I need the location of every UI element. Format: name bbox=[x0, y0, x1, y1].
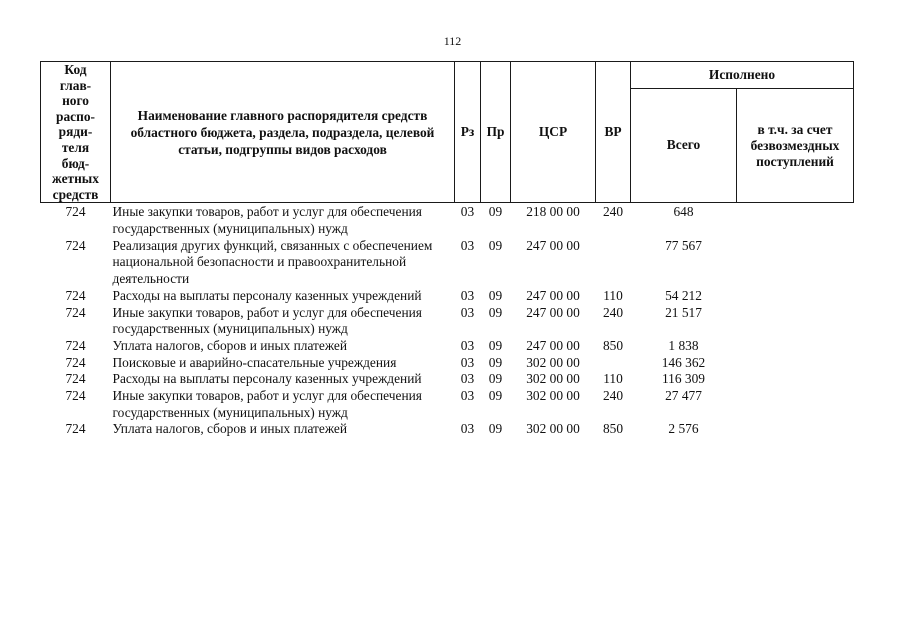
cell-rz: 03 bbox=[460, 371, 475, 387]
cell-rz: 03 bbox=[460, 337, 475, 353]
table-row bbox=[41, 338, 854, 355]
cell-pr: 09 bbox=[488, 354, 503, 370]
cell-total: 21 517 bbox=[665, 304, 702, 320]
cell-gratuitous bbox=[737, 238, 854, 288]
header-gratuitous: в т.ч. за счет безвозмездных поступлений bbox=[737, 89, 854, 203]
table-row bbox=[41, 203, 854, 238]
cell-gratuitous bbox=[737, 305, 854, 338]
header-total: Всего bbox=[631, 89, 737, 203]
cell-pr: 09 bbox=[488, 287, 503, 303]
cell-code: 724 bbox=[65, 204, 86, 220]
table-row bbox=[41, 238, 854, 288]
header-rz: Рз bbox=[455, 62, 481, 203]
table-row bbox=[41, 388, 854, 421]
header-code-line: глав- bbox=[59, 77, 92, 93]
table-body bbox=[41, 203, 854, 438]
cell-code: 724 bbox=[65, 237, 86, 253]
cell-vr bbox=[596, 355, 631, 372]
cell-name: Реализация других функций, связанных с обеспечением национальной безопасности и правоохранительной деятельности bbox=[112, 237, 433, 287]
header-pr: Пр bbox=[481, 62, 511, 203]
cell-name: Уплата налогов, сборов и иных платежей bbox=[112, 421, 348, 437]
header-executed: Исполнено bbox=[631, 62, 854, 89]
cell-csr: 302 00 00 bbox=[526, 388, 580, 404]
cell-total: 648 bbox=[673, 204, 694, 220]
cell-code: 724 bbox=[65, 337, 86, 353]
cell-rz: 03 bbox=[460, 237, 475, 253]
cell-gratuitous bbox=[737, 288, 854, 305]
header-code-line: теля bbox=[61, 139, 90, 155]
cell-code: 724 bbox=[65, 388, 86, 404]
cell-vr bbox=[596, 238, 631, 288]
page-number: 112 bbox=[443, 34, 462, 48]
table-header bbox=[41, 62, 854, 203]
cell-name: Иные закупки товаров, работ и услуг для обеспечения государственных (муниципальных) нужд bbox=[112, 304, 422, 337]
header-code-line: бюд- bbox=[61, 155, 90, 171]
header-code-line: ряди- bbox=[58, 124, 93, 140]
cell-vr: 110 bbox=[603, 371, 623, 387]
cell-gratuitous bbox=[737, 338, 854, 355]
cell-total: 1 838 bbox=[668, 337, 699, 353]
cell-rz: 03 bbox=[460, 421, 475, 437]
cell-pr: 09 bbox=[488, 337, 503, 353]
cell-total: 77 567 bbox=[665, 237, 702, 253]
cell-gratuitous bbox=[737, 421, 854, 438]
cell-name: Поисковые и аварийно-спасательные учреждения bbox=[112, 354, 397, 370]
cell-vr: 240 bbox=[602, 304, 624, 320]
cell-rz: 03 bbox=[460, 287, 475, 303]
header-code-lines bbox=[41, 62, 110, 202]
cell-rz: 03 bbox=[460, 388, 475, 404]
cell-name: Иные закупки товаров, работ и услуг для обеспечения государственных (муниципальных) нужд bbox=[112, 204, 422, 237]
cell-gratuitous bbox=[737, 203, 854, 238]
cell-rz: 03 bbox=[460, 304, 475, 320]
table-row bbox=[41, 355, 854, 372]
header-code bbox=[41, 62, 111, 203]
header-code-line: ного bbox=[62, 93, 89, 109]
cell-code: 724 bbox=[65, 421, 86, 437]
cell-name: Расходы на выплаты персоналу казенных учреждений bbox=[112, 287, 422, 303]
cell-gratuitous bbox=[737, 355, 854, 372]
cell-csr: 302 00 00 bbox=[526, 354, 580, 370]
table-row bbox=[41, 421, 854, 438]
cell-total: 27 477 bbox=[665, 388, 702, 404]
cell-pr: 09 bbox=[488, 304, 503, 320]
table-row bbox=[41, 371, 854, 388]
table-row bbox=[41, 305, 854, 338]
header-name: Наименование главного распорядителя средств областного бюджета, раздела, подраздела, целевой статьи, подгруппы видов расходов bbox=[111, 62, 455, 203]
cell-vr: 110 bbox=[603, 287, 623, 303]
header-vr: ВР bbox=[596, 62, 631, 203]
cell-pr: 09 bbox=[488, 204, 503, 220]
cell-vr: 850 bbox=[602, 337, 624, 353]
cell-csr: 247 00 00 bbox=[526, 337, 580, 353]
cell-name: Расходы на выплаты персоналу казенных учреждений bbox=[112, 371, 422, 387]
cell-name: Иные закупки товаров, работ и услуг для обеспечения государственных (муниципальных) нужд bbox=[112, 388, 422, 420]
cell-code: 724 bbox=[65, 304, 86, 320]
cell-rz: 03 bbox=[460, 204, 475, 220]
cell-total: 116 309 bbox=[661, 371, 706, 387]
cell-vr: 850 bbox=[602, 421, 624, 437]
cell-csr: 218 00 00 bbox=[526, 204, 580, 220]
header-code-line: Код bbox=[64, 62, 87, 77]
cell-code: 724 bbox=[65, 287, 86, 303]
header-code-line: распо- bbox=[56, 108, 95, 124]
cell-csr: 247 00 00 bbox=[526, 237, 580, 253]
header-code-line: жетных bbox=[52, 171, 99, 187]
cell-pr: 09 bbox=[488, 371, 503, 387]
table-row bbox=[41, 288, 854, 305]
cell-csr: 302 00 00 bbox=[526, 371, 580, 387]
cell-name: Уплата налогов, сборов и иных платежей bbox=[112, 337, 348, 353]
cell-csr: 302 00 00 bbox=[526, 421, 580, 437]
cell-pr: 09 bbox=[488, 421, 503, 437]
cell-gratuitous bbox=[737, 388, 854, 421]
header-csr: ЦСР bbox=[511, 62, 596, 203]
cell-vr: 240 bbox=[602, 204, 624, 220]
cell-vr: 240 bbox=[602, 388, 624, 404]
cell-csr: 247 00 00 bbox=[526, 304, 580, 320]
cell-total: 2 576 bbox=[668, 421, 699, 437]
cell-gratuitous bbox=[737, 371, 854, 388]
cell-rz: 03 bbox=[460, 354, 475, 370]
cell-code: 724 bbox=[65, 371, 86, 387]
cell-pr: 09 bbox=[488, 237, 503, 253]
cell-total: 146 362 bbox=[661, 354, 706, 370]
header-code-line: средств bbox=[52, 186, 99, 202]
cell-code: 724 bbox=[65, 354, 86, 370]
cell-total: 54 212 bbox=[665, 287, 702, 303]
cell-csr: 247 00 00 bbox=[526, 287, 580, 303]
cell-pr: 09 bbox=[488, 388, 503, 404]
expenditure-table bbox=[40, 61, 854, 438]
